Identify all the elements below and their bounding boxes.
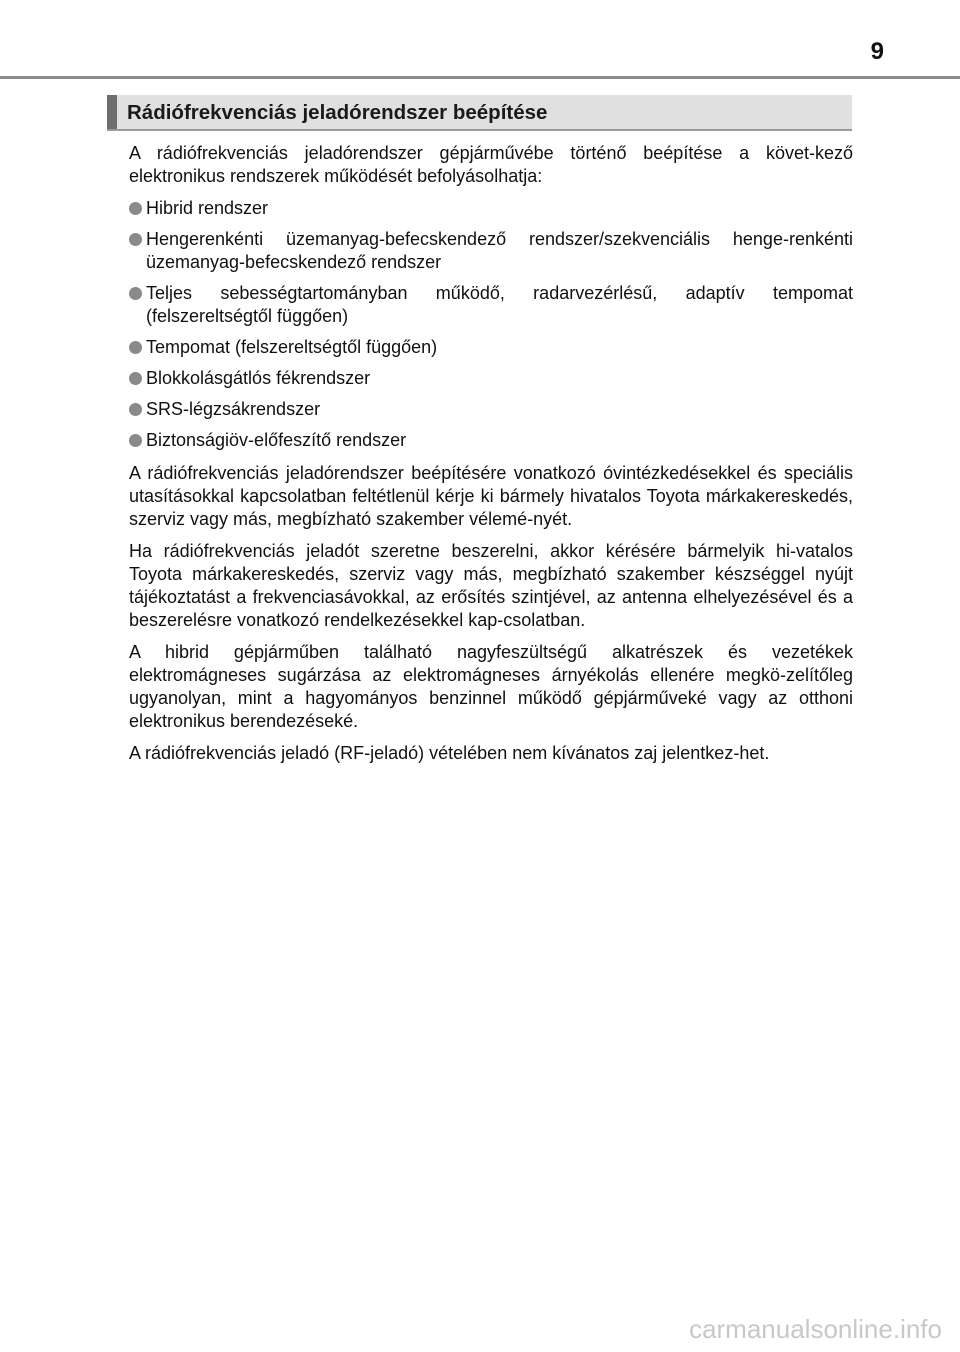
page-content — [129, 142, 853, 774]
body-paragraph: Ha rádiófrekvenciás jeladót szeretne beszerelni, akkor kérésére bármelyik hi-vatalos Toyota márkakereskedés, szerviz vagy más, megbízható szakember készséggel nyújt tájékoztatást a frekvenciasávokkal, az erősítés szintjével, az antenna elhelyezésével és a beszerelésre vonatkozó rendelkezésekkel kap-csolatban. — [129, 541, 853, 630]
list-item-text: Biztonságiöv-előfeszítő rendszer — [146, 430, 407, 450]
body-paragraph: A rádiófrekvenciás jeladó (RF-jeladó) vételében nem kívánatos zaj jelentkez-het. — [129, 743, 770, 763]
list-item — [129, 429, 853, 452]
watermark-link[interactable]: carmanualsonline.info — [689, 1314, 942, 1344]
section-header — [107, 95, 852, 131]
list-item-text: Hibrid rendszer — [146, 198, 269, 218]
list-item — [129, 228, 853, 274]
bullet-dot-icon — [129, 233, 142, 246]
list-item-text: Tempomat (felszereltségtől függően) — [146, 337, 438, 357]
bullet-dot-icon — [129, 202, 142, 215]
body-paragraph: A hibrid gépjárműben található nagyfeszültségű alkatrészek és vezetékek elektromágneses sugárzása az elektromágneses árnyékolás ellenére megkö-zelítőleg ugyanolyan, mint a hagyományos benzinnel működő gépjárműveké vagy az otthoni elektronikus berendezéseké. — [129, 642, 853, 731]
affected-systems-list — [129, 197, 853, 452]
bullet-dot-icon — [129, 403, 142, 416]
list-item-text: Blokkolásgátlós fékrendszer — [146, 368, 371, 388]
bullet-dot-icon — [129, 434, 142, 447]
bullet-dot-icon — [129, 287, 142, 300]
page-number: 9 — [870, 38, 884, 65]
list-item — [129, 197, 853, 220]
section-title: Rádiófrekvenciás jeladórendszer beépítése — [127, 101, 548, 124]
list-item-text: SRS-légzsákrendszer — [146, 399, 321, 419]
body-paragraph: A rádiófrekvenciás jeladórendszer beépítésére vonatkozó óvintézkedésekkel és speciális utasításokkal kapcsolatban feltétlenül kérje ki bármely hivatalos Toyota márkakereskedés, szerviz vagy más, megbízható szakember vélemé-nyét. — [129, 463, 853, 529]
list-item — [129, 367, 853, 390]
list-item-text: Teljes sebességtartományban működő, radarvezérlésű, adaptív tempomat (felszereltségtől függően) — [146, 283, 853, 326]
list-item-text: Hengerenkénti üzemanyag-befecskendező rendszer/szekvenciális henge-renkénti üzemanyag-befecskendező rendszer — [146, 229, 853, 272]
list-item — [129, 282, 853, 328]
list-item — [129, 398, 853, 421]
section-header-bar — [107, 95, 117, 129]
intro-paragraph: A rádiófrekvenciás jeladórendszer gépjárművébe történő beépítése a követ-kező elektronikus rendszerek működését befolyásolhatja: — [129, 143, 853, 186]
header-divider — [0, 76, 960, 79]
list-item — [129, 336, 853, 359]
bullet-dot-icon — [129, 341, 142, 354]
bullet-dot-icon — [129, 372, 142, 385]
